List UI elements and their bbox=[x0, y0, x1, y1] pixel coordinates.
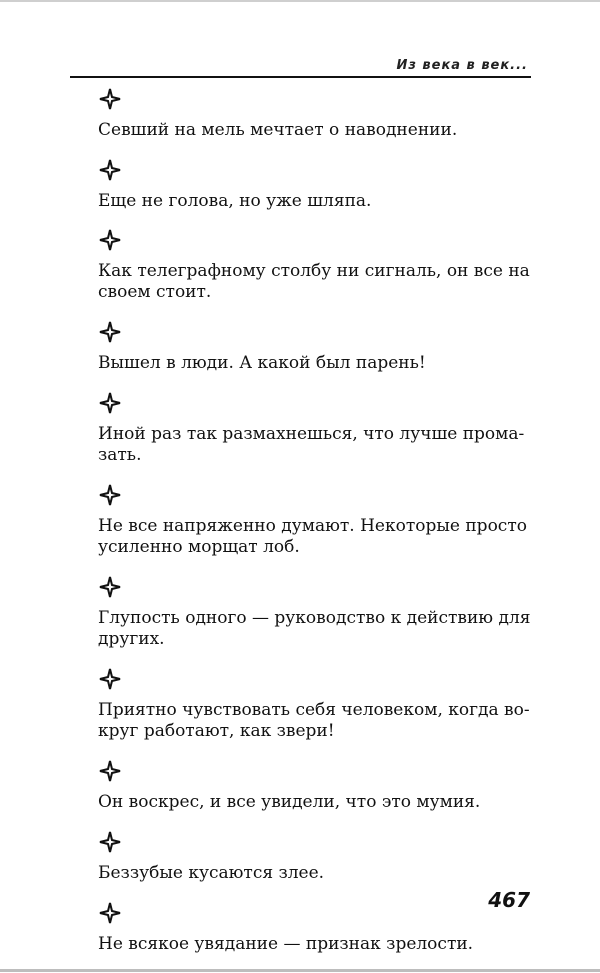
four-point-star-icon bbox=[99, 902, 121, 924]
aphorism-text: Не все напряженно думают. Некоторые просто усиленно морщат лоб. bbox=[98, 516, 527, 557]
four-point-star-icon bbox=[99, 760, 121, 782]
aphorism-text: Приятно чувствовать себя человеком, когда во- круг работают, как звери! bbox=[98, 700, 530, 741]
aphorism-entry bbox=[98, 229, 538, 303]
four-point-star-icon bbox=[99, 831, 121, 853]
aphorism-text: Беззубые кусаются злее. bbox=[98, 863, 325, 883]
aphorism-entry bbox=[98, 159, 538, 212]
aphorism-text: Он воскрес, и все увидели, что это мумия. bbox=[98, 792, 481, 812]
four-point-star-icon bbox=[99, 321, 121, 343]
aphorism-entry bbox=[98, 902, 538, 955]
four-point-star-icon bbox=[99, 88, 121, 110]
aphorism-text: Еще не голова, но уже шляпа. bbox=[98, 191, 372, 211]
page-number: 467 bbox=[488, 888, 530, 912]
four-point-star-icon bbox=[99, 668, 121, 690]
aphorism-text: Как телеграфному столбу ни сигналь, он все на своем стоит. bbox=[98, 261, 530, 302]
four-point-star-icon bbox=[99, 576, 121, 598]
aphorism-text: Глупость одного — руководство к действию для других. bbox=[98, 608, 531, 649]
aphorism-entry bbox=[98, 576, 538, 650]
four-point-star-icon bbox=[99, 229, 121, 251]
aphorism-entry bbox=[98, 88, 538, 141]
aphorism-entry bbox=[98, 760, 538, 813]
aphorism-entry bbox=[98, 321, 538, 374]
aphorism-entry bbox=[98, 392, 538, 466]
header-rule bbox=[70, 76, 531, 78]
aphorism-list bbox=[98, 88, 538, 973]
four-point-star-icon bbox=[99, 159, 121, 181]
page-top-edge bbox=[0, 0, 600, 2]
four-point-star-icon bbox=[99, 484, 121, 506]
aphorism-entry bbox=[98, 668, 538, 742]
aphorism-entry bbox=[98, 831, 538, 884]
aphorism-text: Вышел в люди. А какой был парень! bbox=[98, 353, 426, 373]
aphorism-entry bbox=[98, 484, 538, 558]
aphorism-text: Севший на мель мечтает о наводнении. bbox=[98, 120, 458, 140]
four-point-star-icon bbox=[99, 392, 121, 414]
running-header: Из века в век... bbox=[396, 58, 528, 73]
aphorism-text: Иной раз так размахнешься, что лучше прома- зать. bbox=[98, 424, 525, 465]
aphorism-text: Не всякое увядание — признак зрелости. bbox=[98, 934, 474, 954]
